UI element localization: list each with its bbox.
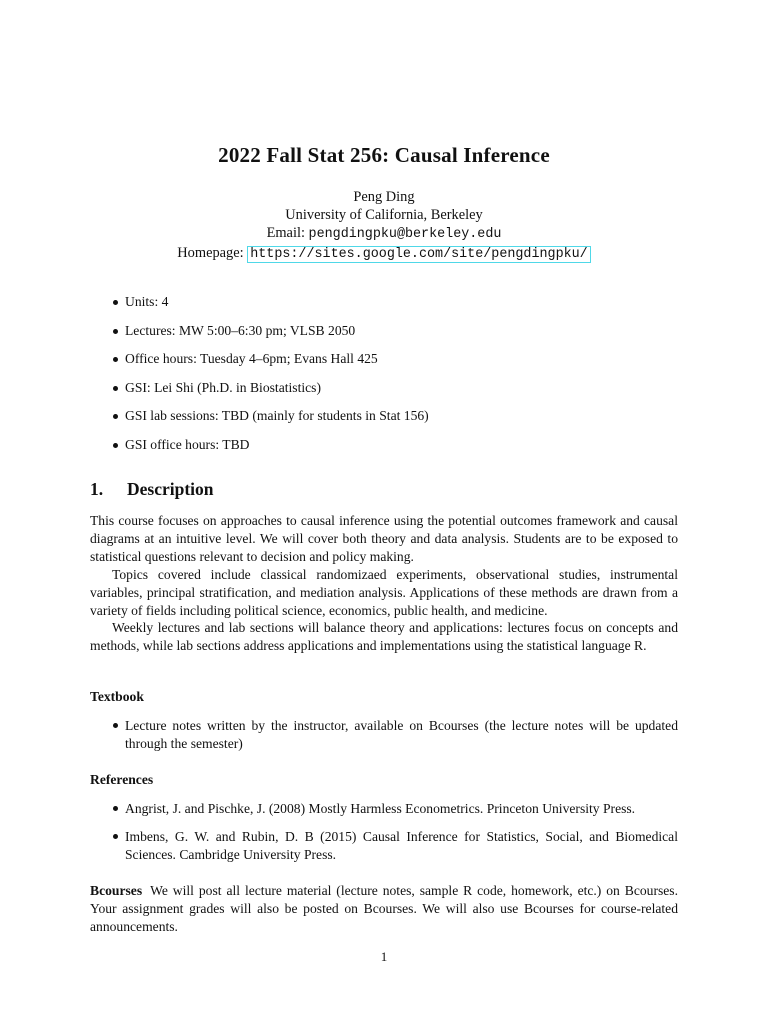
course-info-list	[90, 294, 678, 466]
textbook-list	[90, 717, 678, 763]
list-item	[90, 351, 678, 367]
homepage-line	[90, 244, 678, 264]
list-item	[90, 437, 678, 453]
info-units: Units: 4	[125, 294, 169, 309]
author-affiliation: University of California, Berkeley	[285, 207, 483, 223]
reference-item-2: Imbens, G. W. and Rubin, D. B (2015) Causal Inference for Statistics, Social, and Biomedical Sciences. Cambridge University Press.	[125, 828, 678, 862]
description-paragraph-1: This course focuses on approaches to causal inference using the potential outcomes framework and causal diagrams at an intuitive level. We will cover both theory and data analysis. Students are to be exposed to statistical questions relevant to decision and policy making.	[90, 513, 678, 564]
bullet-icon	[113, 300, 118, 305]
author-name: Peng Ding	[353, 189, 415, 205]
textbook-item: Lecture notes written by the instructor, available on Bcourses (the lecture notes will be updated through the semester)	[125, 718, 678, 751]
email-line	[90, 224, 678, 244]
bcourses-label: Bcourses	[90, 883, 143, 898]
homepage-label: Homepage:	[177, 245, 248, 261]
reference-item-1: Angrist, J. and Pischke, J. (2008) Mostly Harmless Econometrics. Princeton University Press.	[125, 801, 636, 816]
section-heading-description	[90, 479, 214, 500]
page-title: 2022 Fall Stat 256: Causal Inference	[218, 143, 550, 167]
info-gsi-office-hours: GSI office hours: TBD	[125, 436, 250, 452]
description-paragraph-3: Weekly lectures and lab sections will balance theory and applications: lectures focus on concepts and methods, while lab sections address applications and implementations using the statistical language R.	[90, 620, 678, 653]
bullet-icon	[113, 414, 118, 419]
bcourses-paragraph	[90, 882, 678, 935]
info-lectures: Lectures: MW 5:00–6:30 pm; VLSB 2050	[125, 322, 356, 338]
info-gsi: GSI: Lei Shi (Ph.D. in Biostatistics)	[125, 379, 321, 395]
list-item	[90, 828, 678, 864]
info-office-hours: Office hours: Tuesday 4–6pm; Evans Hall 425	[125, 351, 378, 367]
bullet-icon	[113, 329, 118, 334]
list-item	[90, 294, 678, 310]
bullet-icon	[113, 443, 118, 448]
bullet-icon	[113, 806, 118, 811]
bullet-icon	[113, 386, 118, 391]
references-list	[90, 800, 678, 873]
section-title: Description	[127, 479, 214, 499]
list-item	[90, 717, 678, 753]
info-gsi-lab: GSI lab sessions: TBD (mainly for students in Stat 156)	[125, 408, 429, 424]
list-item	[90, 800, 678, 818]
email-label: Email:	[266, 225, 309, 241]
email-link[interactable]: pengdingpku@berkeley.edu	[308, 227, 502, 242]
bullet-icon	[113, 357, 118, 362]
section-number: 1.	[90, 479, 104, 499]
bullet-icon	[113, 834, 118, 839]
list-item	[90, 408, 678, 424]
page-number: 1	[380, 949, 388, 964]
author-block	[90, 188, 678, 264]
list-item	[90, 380, 678, 396]
bcourses-text: We will post all lecture material (lecture notes, sample R code, homework, etc.) on Bcourses. Your assignment grades will also be posted on Bcourses. We will also use Bcourses for course-related announcements.	[90, 883, 678, 934]
list-item	[90, 323, 678, 339]
textbook-heading: Textbook	[90, 689, 144, 704]
description-paragraph-2: Topics covered include classical randomizaed experiments, observational studies, instrumental variables, principal stratification, and mediation analysis. Applications of these methods are drawn from a variety of fields including political science, economics, public health, and medicine.	[90, 567, 678, 618]
bullet-icon	[113, 723, 118, 728]
homepage-link[interactable]: https://sites.google.com/site/pengdingpku/	[247, 246, 591, 263]
references-heading: References	[90, 772, 154, 787]
